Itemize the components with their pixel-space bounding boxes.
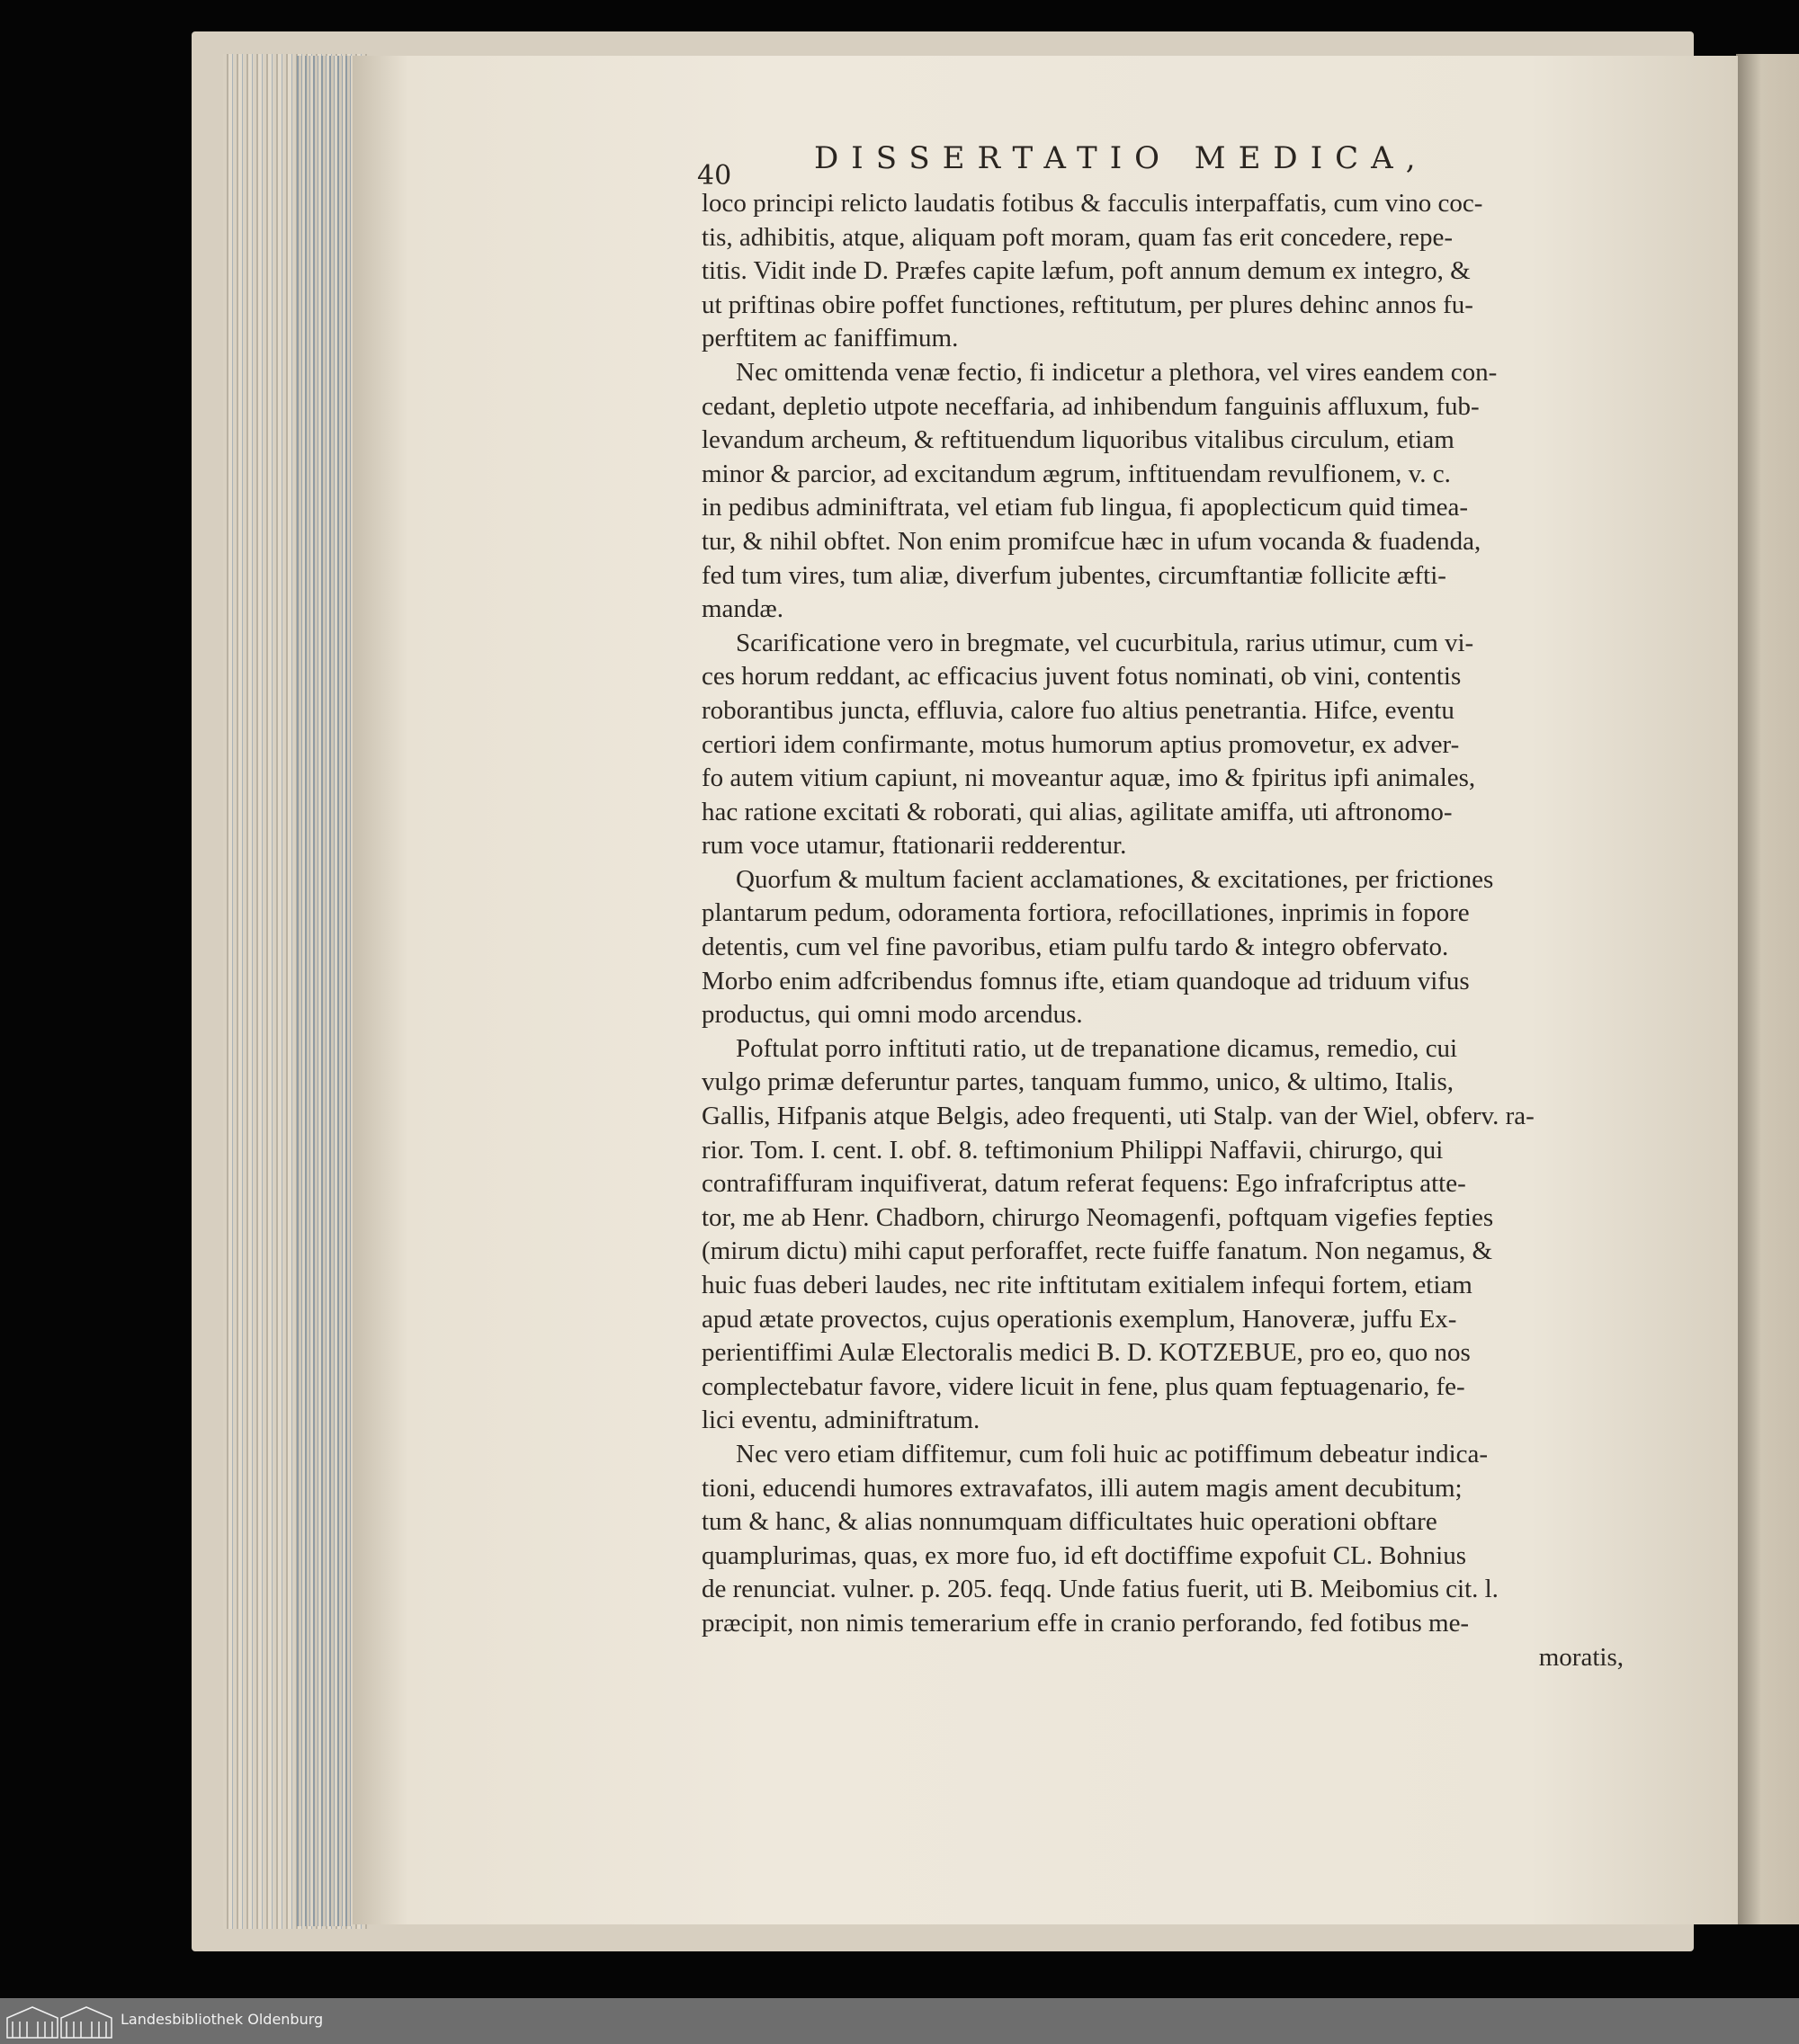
page-stack-edge xyxy=(297,56,353,1926)
text-line: Morbo enim adfcribendus fomnus ifte, etiam quandoque ad triduum vifus xyxy=(702,966,1470,995)
running-head xyxy=(697,135,1660,192)
text-line: huic fuas deberi laudes, nec rite inftitutam exitialem infequi fortem, etiam xyxy=(702,1271,1472,1299)
text-line: Nec vero etiam diffitemur, cum foli huic ac potiffimum debeatur indica- xyxy=(736,1439,1489,1468)
text-line: ut priftinas obire poffet functiones, reftitutum, per plures dehinc annos fu- xyxy=(702,290,1473,319)
text-line: Scarificatione vero in bregmate, vel cucurbitula, rarius utimur, cum vi- xyxy=(736,628,1474,657)
text-line: rior. Tom. I. cent. I. obf. 8. teftimonium Philippi Naffavii, chirurgo, qui xyxy=(702,1135,1444,1165)
text-line: lici eventu, adminiftratum. xyxy=(702,1406,980,1435)
text-line: de renunciat. vulner. p. 205. feqq. Unde fatius fuerit, uti B. Meibomius cit. l. xyxy=(702,1575,1499,1604)
text-line: productus, qui omni modo arcendus. xyxy=(702,1000,1083,1030)
footer-bar xyxy=(0,1998,1799,2044)
text-line: levandum archeum, & reftituendum liquoribus vitalibus circulum, etiam xyxy=(702,425,1454,455)
text-line: perftitem ac faniffimum. xyxy=(702,324,959,353)
text-line: tur, & nihil obftet. Non enim promifcue hæc in ufum vocanda & fuadenda, xyxy=(702,526,1481,556)
text-line: certiori idem confirmante, motus humorum aptius promovetur, ex adver- xyxy=(702,729,1460,759)
text-line: (mirum dictu) mihi caput perforaffet, recte fuiffe fanatum. Non negamus, & xyxy=(702,1236,1493,1266)
text-line: tioni, educendi humores extravafatos, illi autem magis ament decubitum; xyxy=(702,1473,1463,1503)
text-line: ces horum reddant, ac efficacius juvent fotus nominati, ob vini, contentis xyxy=(702,662,1462,692)
text-line: Poftulat porro inftituti ratio, ut de trepanatione dicamus, remedio, cui xyxy=(736,1033,1458,1063)
text-line: mandæ. xyxy=(702,594,784,624)
text-line: vulgo primæ deferuntur partes, tanquam fummo, unico, & ultimo, Italis, xyxy=(702,1067,1454,1097)
text-line: contrafiffuram inquifiverat, datum referat fequens: Ego infrafcriptus atte- xyxy=(702,1169,1466,1199)
catchword: moratis, xyxy=(1538,1642,1624,1672)
text-line: detentis, cum vel fine pavoribus, etiam pulfu tardo & integro obfervato. xyxy=(702,933,1449,962)
text-line: apud ætate provectos, cujus operationis exemplum, Hanoveræ, juffu Ex- xyxy=(702,1304,1457,1334)
text-line: Gallis, Hifpanis atque Belgis, adeo frequenti, uti Stalp. van der Wiel, obferv. ra- xyxy=(702,1102,1535,1131)
text-line: præcipit, non nimis temerarium effe in cranio perforando, fed fotibus me- xyxy=(702,1608,1470,1638)
text-line: tum & hanc, & alias nonnumquam difficultates huic operationi obftare xyxy=(702,1507,1437,1537)
text-line: cedant, depletio utpote neceffaria, ad inhibendum fanguinis affluxum, fub- xyxy=(702,391,1480,421)
text-line: rum voce utamur, ftationarii redderentur. xyxy=(702,831,1127,861)
text-line: perientiffimi Aulæ Electoralis medici B. D. KOTZEBUE, pro eo, quo nos xyxy=(702,1338,1471,1368)
text-line: roborantibus juncta, effluvia, calore fuo altius penetrantia. Hifce, eventu xyxy=(702,695,1454,725)
facing-page-edge xyxy=(1736,54,1799,1924)
library-name: Landesbibliothek Oldenburg xyxy=(121,2011,324,2028)
text-line: quamplurimas, quas, ex more fuo, id eft doctiffime expofuit CL. Bohnius xyxy=(702,1540,1466,1570)
text-line: Quorfum & multum facient acclamationes, & excitationes, per frictiones xyxy=(736,864,1494,894)
text-line: tor, me ab Henr. Chadborn, chirurgo Neomagenfi, poftquam vigefies fepties xyxy=(702,1202,1494,1232)
text-line: hac ratione excitati & roborati, qui alias, agilitate amiffa, uti aftronomo- xyxy=(702,797,1453,826)
library-building-logo xyxy=(5,2002,113,2040)
text-line: plantarum pedum, odoramenta fortiora, refocillationes, inprimis in fopore xyxy=(702,898,1470,928)
body-text xyxy=(702,187,1642,1674)
text-line: minor & parcior, ad excitandum ægrum, inftituendam revulfionem, v. c. xyxy=(702,459,1451,488)
text-line: tis, adhibitis, atque, aliquam poft moram, quam fas erit concedere, repe- xyxy=(702,222,1454,252)
text-line: in pedibus adminiftrata, vel etiam fub lingua, fi apoplecticum quid timea- xyxy=(702,493,1469,522)
text-line: complectebatur favore, videre licuit in fene, plus quam feptuagenario, fe- xyxy=(702,1371,1465,1401)
running-head-title: DISSERTATIO MEDICA, xyxy=(814,140,1428,176)
text-line: fed tum vires, tum aliæ, diverfum jubentes, circumftantiæ follicite æfti- xyxy=(702,560,1446,590)
text-line: fo autem vitium capiunt, ni moveantur aquæ, imo & fpiritus ipfi animales, xyxy=(702,763,1476,793)
page-number: 40 xyxy=(697,160,732,192)
text-line: loco principi relicto laudatis fotibus & facculis interpaffatis, cum vino coc- xyxy=(702,189,1483,218)
text-line: titis. Vidit inde D. Præfes capite læfum, poft annum demum ex integro, & xyxy=(702,256,1471,286)
text-line: Nec omittenda venæ fectio, fi indicetur a plethora, vel vires eandem con- xyxy=(736,357,1498,387)
